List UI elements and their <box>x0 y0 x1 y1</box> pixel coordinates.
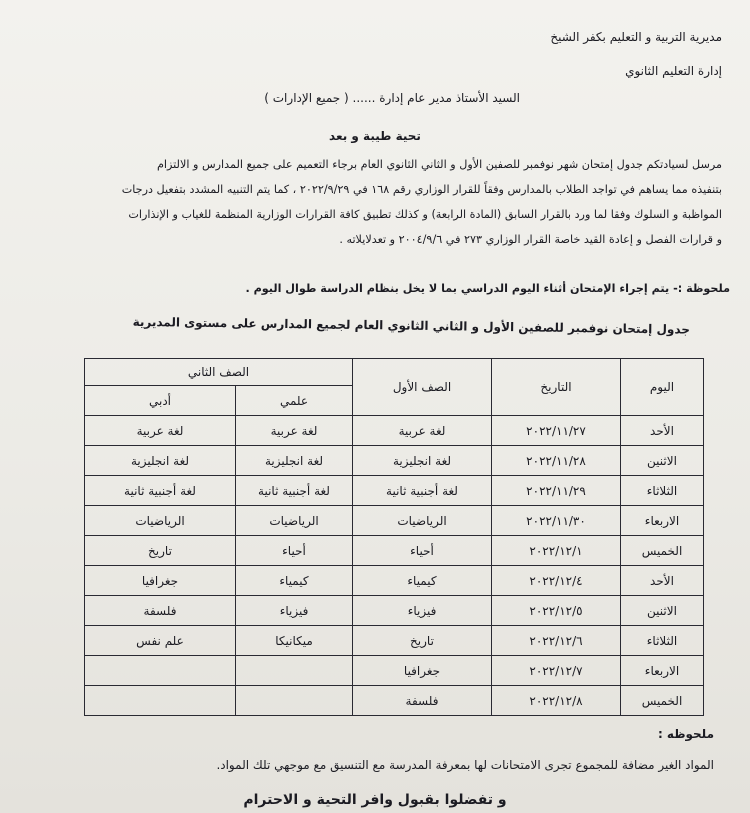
cell-science: لغة عربية <box>236 416 353 446</box>
cell-literary: تاريخ <box>85 536 236 566</box>
cell-day: الثلاثاء <box>621 626 704 656</box>
header-second-grade: الصف الثاني <box>85 359 353 386</box>
table-row <box>85 446 704 476</box>
header-literary: أدبي <box>85 386 236 416</box>
closing-line: و تفضلوا بقبول وافر التحية و الاحترام <box>243 792 507 808</box>
table-row <box>85 566 704 596</box>
table-row <box>85 536 704 566</box>
header-day: اليوم <box>621 359 704 416</box>
cell-date: ٢٠٢٢/١٢/٤ <box>492 566 621 596</box>
cell-science: الرياضيات <box>236 506 353 536</box>
cell-first-grade: لغة عربية <box>353 416 492 446</box>
header-first-grade: الصف الأول <box>353 359 492 416</box>
cell-science <box>236 686 353 716</box>
cell-first-grade: فلسفة <box>353 686 492 716</box>
footer-note-text: المواد الغير مضافة للمجموع تجرى الامتحانات لها بمعرفة المدرسة مع التنسيق مع موجهي تلك المواد. <box>216 758 714 772</box>
cell-literary: فلسفة <box>85 596 236 626</box>
cell-date: ٢٠٢٢/١٢/٦ <box>492 626 621 656</box>
cell-first-grade: تاريخ <box>353 626 492 656</box>
body-line-4: و قرارات الفصل و إعادة القيد خاصة القرار الوزاري ٢٧٣ في ٢٠٠٤/٩/٦ و تعدلايلاته . <box>339 233 722 246</box>
cell-day: الاثنين <box>621 446 704 476</box>
body-line-3: المواظبة و السلوك وفقا لما ورد بالقرار السابق (المادة الرابعة) و كذلك تطبيق كافة القرارات الوزارية المنظمة للغياب و الإنذارات <box>128 208 722 221</box>
cell-date: ٢٠٢٢/١١/٢٨ <box>492 446 621 476</box>
cell-literary: لغة عربية <box>85 416 236 446</box>
cell-science: فيزياء <box>236 596 353 626</box>
cell-science: لغة أجنبية ثانية <box>236 476 353 506</box>
cell-science: كيمياء <box>236 566 353 596</box>
directorate-name: مديرية التربية و التعليم بكفر الشيخ <box>550 30 722 44</box>
schedule-body <box>85 416 704 716</box>
cell-date: ٢٠٢٢/١٢/٧ <box>492 656 621 686</box>
note-line: ملحوظة :- يتم إجراء الإمتحان أثناء اليوم الدراسي بما لا يخل بنظام الدراسة طوال اليوم . <box>245 282 730 295</box>
footer-note-label: ملحوظه : <box>657 727 714 741</box>
cell-day: الأحد <box>621 566 704 596</box>
cell-first-grade: كيمياء <box>353 566 492 596</box>
header-date: التاريخ <box>492 359 621 416</box>
greeting: تحية طيبة و بعد <box>329 129 421 143</box>
cell-literary: لغة انجليزية <box>85 446 236 476</box>
cell-day: الأحد <box>621 416 704 446</box>
cell-literary <box>85 686 236 716</box>
cell-literary: علم نفس <box>85 626 236 656</box>
cell-date: ٢٠٢٢/١١/٢٩ <box>492 476 621 506</box>
cell-day: الاربعاء <box>621 656 704 686</box>
table-row <box>85 596 704 626</box>
department-name: إدارة التعليم الثانوي <box>625 64 722 78</box>
cell-first-grade: فيزياء <box>353 596 492 626</box>
cell-first-grade: جغرافيا <box>353 656 492 686</box>
cell-day: الثلاثاء <box>621 476 704 506</box>
cell-first-grade: أحياء <box>353 536 492 566</box>
exam-schedule-table <box>84 358 704 716</box>
cell-science: أحياء <box>236 536 353 566</box>
cell-date: ٢٠٢٢/١٢/٨ <box>492 686 621 716</box>
cell-science: لغة انجليزية <box>236 446 353 476</box>
table-row <box>85 416 704 446</box>
table-title: جدول إمتحان نوفمبر للصفين الأول و الثاني الثانوي العام لجميع المدارس على مستوى المديرية <box>132 314 691 337</box>
table-row <box>85 686 704 716</box>
cell-day: الاثنين <box>621 596 704 626</box>
cell-science <box>236 656 353 686</box>
cell-first-grade: لغة انجليزية <box>353 446 492 476</box>
cell-day: الخميس <box>621 536 704 566</box>
addressee: السيد الأستاذ مدير عام إدارة ...... ( جميع الإدارات ) <box>264 91 520 105</box>
table-row <box>85 626 704 656</box>
cell-literary: لغة أجنبية ثانية <box>85 476 236 506</box>
header-science: علمي <box>236 386 353 416</box>
cell-first-grade: لغة أجنبية ثانية <box>353 476 492 506</box>
body-line-2: بتنفيذه مما يساهم في تواجد الطلاب بالمدارس وفقاً للقرار الوزاري رقم ١٦٨ في ٢٠٢٢/٩/٢٩ ، كما يتم التنبيه المشدد بتفعيل درجات <box>121 183 722 196</box>
cell-day: الخميس <box>621 686 704 716</box>
cell-date: ٢٠٢٢/١٢/٥ <box>492 596 621 626</box>
body-line-1: مرسل لسيادتكم جدول إمتحان شهر نوفمبر للصفين الأول و الثاني الثانوي العام برجاء التعميم على جميع المدارس و الالتزام <box>156 158 722 171</box>
cell-date: ٢٠٢٢/١٢/١ <box>492 536 621 566</box>
cell-science: ميكانيكا <box>236 626 353 656</box>
table-row <box>85 476 704 506</box>
table-row <box>85 656 704 686</box>
cell-literary <box>85 656 236 686</box>
cell-date: ٢٠٢٢/١١/٢٧ <box>492 416 621 446</box>
cell-first-grade: الرياضيات <box>353 506 492 536</box>
cell-literary: الرياضيات <box>85 506 236 536</box>
table-row <box>85 506 704 536</box>
cell-literary: جغرافيا <box>85 566 236 596</box>
cell-date: ٢٠٢٢/١١/٣٠ <box>492 506 621 536</box>
cell-day: الاربعاء <box>621 506 704 536</box>
